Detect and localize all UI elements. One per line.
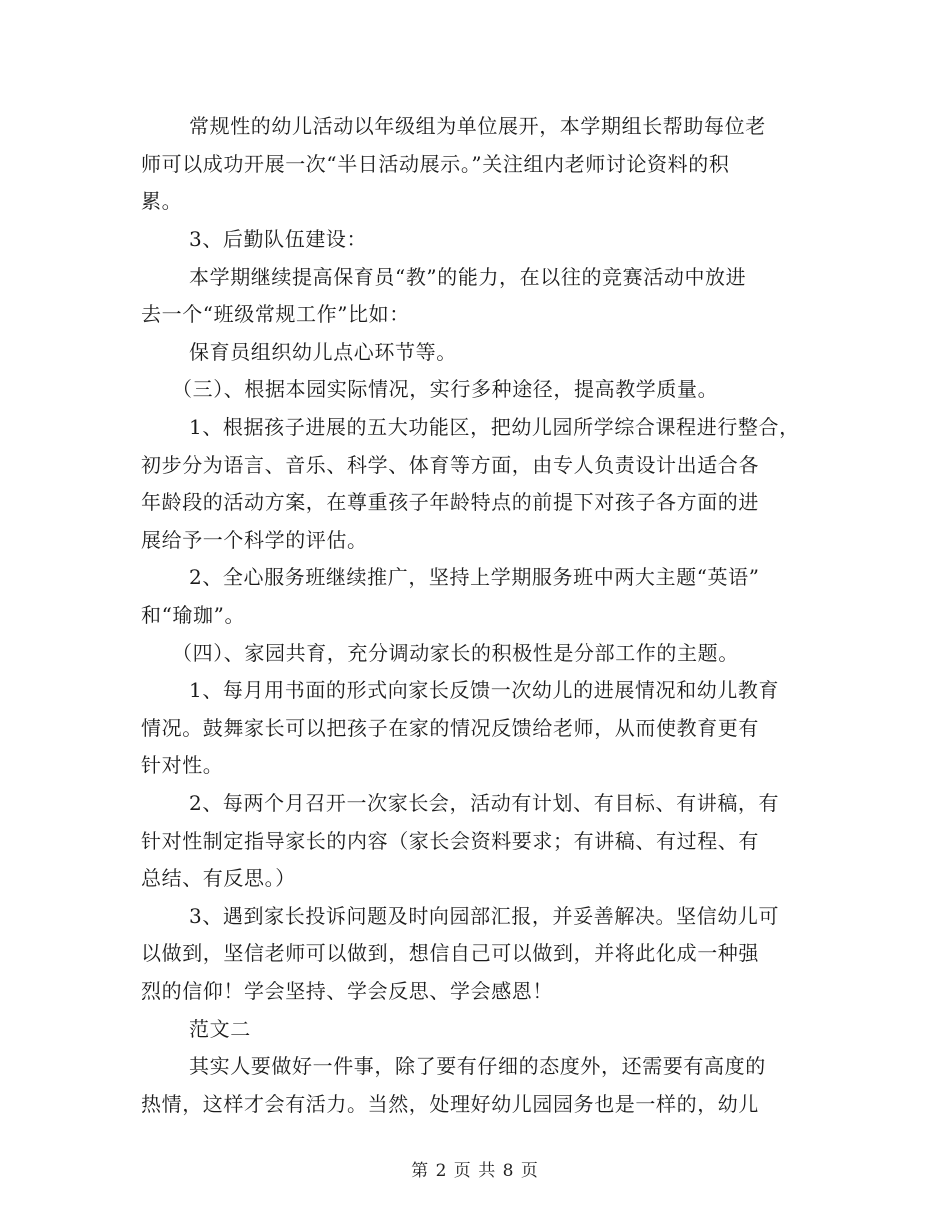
text-line: 本学期继续提高保育员“教”的能力，在以往的竞赛活动中放进 <box>189 265 747 289</box>
text-line: 情况。鼓舞家长可以把孩子在家的情况反馈给老师，从而使教育更有 <box>141 716 759 740</box>
text-line: 以做到，坚信老师可以做到，想信自己可以做到，并将此化成一种强 <box>141 941 759 965</box>
subheading-fanwen: 范文二 <box>189 1017 251 1041</box>
text-line: 保育员组织幼儿点心环节等。 <box>189 340 457 364</box>
text-line: 针对性。 <box>141 753 224 777</box>
section-heading: （四）、家园共育，充分调动家长的积极性是分部工作的主题。 <box>172 641 739 665</box>
text-line: 1、每月用书面的形式向家长反馈一次幼儿的进展情况和幼儿教育 <box>189 678 780 702</box>
text-line: 烈的信仰！学会坚持、学会反思、学会感恩！ <box>141 979 553 1003</box>
text-line: 常规性的幼儿活动以年级组为单位展开，本学期组长帮助每位老 <box>189 114 766 138</box>
section-heading: （三）、根据本园实际情况，实行多种途径，提高教学质量。 <box>172 377 719 401</box>
text-line: 展给予一个科学的评估。 <box>141 528 368 552</box>
text-line: 师可以成功开展一次“半日活动展示。”关注组内老师讨论资料的积 <box>141 152 730 176</box>
text-line: 3、遇到家长投诉问题及时向园部汇报，并妥善解决。坚信幼儿可 <box>189 904 780 928</box>
text-line: 初步分为语言、音乐、科学、体育等方面，由专人负责设计出适合各 <box>141 453 759 477</box>
text-line: 1、根据孩子进展的五大功能区，把幼儿园所学综合课程进行整合， <box>189 415 800 439</box>
text-line: 和“瑜珈”。 <box>141 603 246 627</box>
text-line: 3、后勤队伍建设： <box>189 227 368 251</box>
text-line: 累。 <box>141 189 183 213</box>
text-line: 去一个“班级常规工作”比如： <box>141 302 410 326</box>
text-line: 2、全心服务班继续推广，坚持上学期服务班中两大主题“英语” <box>189 565 760 589</box>
text-line: 总结、有反思。） <box>141 866 296 890</box>
text-line: 其实人要做好一件事，除了要有仔细的态度外，还需要有高度的 <box>189 1054 766 1078</box>
page-footer: 第 2 页 共 8 页 <box>411 1161 539 1181</box>
text-line: 2、每两个月召开一次家长会，活动有计划、有目标、有讲稿，有 <box>189 791 780 815</box>
text-line: 针对性制定指导家长的内容（家长会资料要求；有讲稿、有过程、有 <box>141 829 759 853</box>
text-line: 热情，这样才会有活力。当然，处理好幼儿园园务也是一样的，幼儿 <box>141 1092 759 1116</box>
text-line: 年龄段的活动方案，在尊重孩子年龄特点的前提下对孩子各方面的进 <box>141 490 759 514</box>
